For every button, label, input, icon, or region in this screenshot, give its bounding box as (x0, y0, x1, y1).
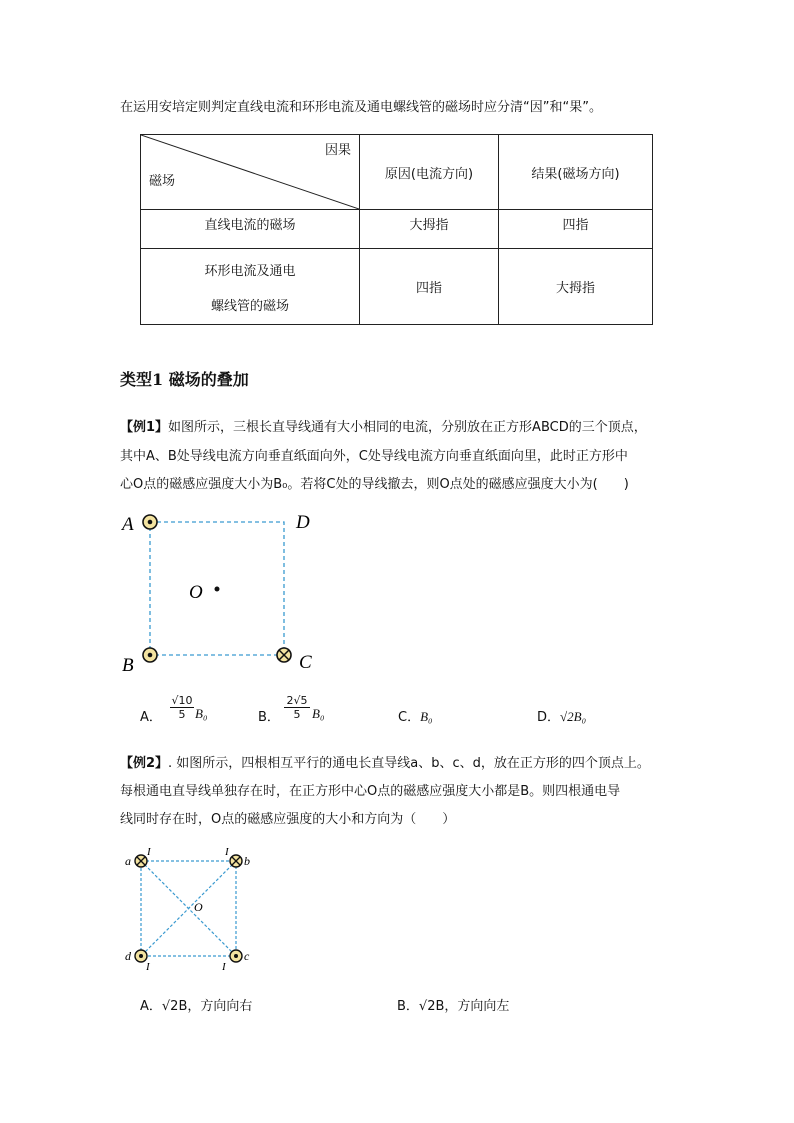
label-o: O (194, 900, 203, 914)
ex1-option-b-fraction (284, 694, 310, 721)
option-value: √2B₀ (560, 709, 587, 724)
ex2-line1-text: . 如图所示，四根相互平行的通电长直导线a、b、c、d，放在正方形的四个顶点上。 (168, 756, 650, 771)
option-letter: A． (140, 710, 162, 725)
ex1-line1-text: 如图所示，三根长直导线通有大小相同的电流，分别放在正方形ABCD的三个顶点， (168, 420, 647, 435)
ampere-rule-table (140, 134, 653, 325)
wire-c-out-icon (230, 950, 242, 962)
ex1-line2: 其中A、B处导线电流方向垂直纸面向外，C处导线电流方向垂直纸面向里，此时正方形中 (120, 449, 628, 464)
table-row (141, 210, 653, 249)
ex1-option-a-b0: B₀ (195, 706, 208, 721)
ex1-option-b[interactable] (258, 706, 280, 725)
label-d: D (296, 512, 310, 533)
ex2-line1 (120, 752, 650, 771)
corner-top-label: 因果 (324, 143, 351, 158)
row-label-line1: 环形电流及通电 (204, 263, 296, 279)
current-label-a: I (147, 846, 151, 858)
label-c: C (299, 652, 312, 673)
current-label-b: I (225, 846, 229, 858)
label-o: O (189, 582, 203, 603)
ex2-line2: 每根通电直导线单独存在时，在正方形中心O点的磁感应强度大小都是B。则四根通电导 (120, 784, 621, 799)
ex1-option-d[interactable] (537, 706, 586, 725)
fraction-denominator: 5 (293, 708, 301, 721)
fraction-denominator: 5 (178, 708, 186, 721)
section-title: 类型1 磁场的叠加 (120, 370, 249, 389)
label-a: A (122, 514, 134, 535)
label-b: B (122, 655, 134, 675)
wire-a-out-icon (143, 515, 157, 529)
ex1-line3: 心O点的磁感应强度大小为B₀。若将C处的导线撤去，则O点处的磁感应强度大小为( ) (120, 477, 629, 492)
ex2-option-b[interactable]: B．√2B，方向向左 (397, 999, 510, 1014)
row-label (141, 249, 360, 325)
ex2-line3: 线同时存在时，O点的磁感应强度的大小和方向为（ ） (120, 812, 456, 827)
wire-b-out-icon (143, 648, 157, 662)
row-effect: 四指 (499, 210, 653, 249)
intro-text: 在运用安培定则判定直线电流和环形电流及通电螺线管的磁场时应分清“因”和“果”。 (120, 100, 602, 115)
wire-b-in-icon (230, 855, 242, 867)
ex2-option-a[interactable]: A．√2B，方向向右 (140, 999, 253, 1014)
row-cause: 四指 (360, 249, 499, 325)
ex1-option-a[interactable] (140, 706, 162, 725)
label-b: b (244, 854, 250, 868)
header-cause: 原因(电流方向) (360, 135, 499, 210)
row-cause: 大拇指 (360, 210, 499, 249)
option-letter: B． (258, 710, 280, 725)
row-label-line2: 螺线管的磁场 (210, 298, 289, 314)
fraction-numerator: 2√5 (284, 694, 310, 708)
table-row (141, 249, 653, 325)
current-label-d: I (146, 961, 150, 972)
fraction-numerator: √10 (171, 694, 193, 707)
ex1-tag: 【例1】 (120, 420, 169, 435)
ex1-square-figure (110, 505, 330, 675)
label-d: d (125, 949, 131, 963)
ex1-option-b-b0: B₀ (312, 706, 325, 721)
ex1-option-a-fraction (170, 694, 194, 721)
ex1-line1 (120, 416, 647, 435)
row-label: 直线电流的磁场 (141, 210, 360, 249)
table-corner-cell (141, 135, 360, 210)
option-letter: C． (398, 710, 421, 725)
label-c: c (244, 949, 250, 963)
ex2-tag: 【例2】 (120, 756, 169, 771)
option-letter: D． (537, 710, 561, 725)
header-effect: 结果(磁场方向) (499, 135, 653, 210)
row-effect: 大拇指 (499, 249, 653, 325)
ex2-square-figure (118, 842, 268, 972)
label-a: a (125, 854, 131, 868)
corner-bottom-label: 磁场 (149, 174, 176, 189)
wire-a-in-icon (135, 855, 147, 867)
current-label-c: I (222, 961, 226, 972)
center-o-dot (215, 587, 220, 592)
wire-c-in-icon (277, 648, 291, 662)
ex1-option-c[interactable] (398, 706, 433, 725)
option-value: B₀ (420, 709, 433, 724)
